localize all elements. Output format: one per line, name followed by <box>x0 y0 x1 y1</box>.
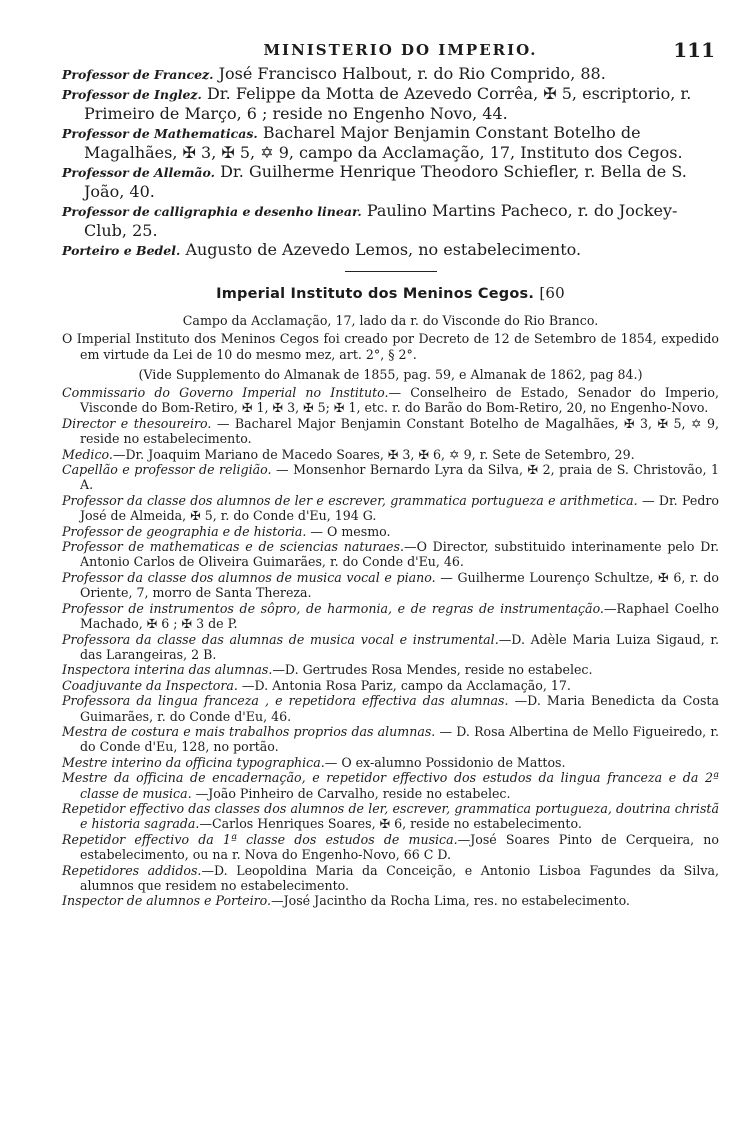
entry-text: —Raphael Coelho Machado, ✠ 6 ; ✠ 3 de P. <box>80 600 719 632</box>
entry-role: Professor da classe dos alumnos de musica vocal e piano. <box>62 569 436 585</box>
entry-text: —D. Maria Benedicta da Costa Guimarães, r. do Conde d'Eu, 46. <box>80 693 719 724</box>
entry-role: Inspector de alumnos e Porteiro. <box>62 893 271 909</box>
entry-text: — D. Rosa Albertina de Mello Figueiredo, r. do Conde d'Eu, 128, no portão. <box>80 723 719 755</box>
entry-text: Paulino Martins Pacheco, r. do Jockey-Club, 25. <box>84 201 678 240</box>
entry-text: —D. Antonia Rosa Pariz, campo da Acclamação, 17. <box>237 677 571 693</box>
staff-entry <box>62 416 719 447</box>
entry-text: — O ex-alumno Possidonio de Mattos. <box>324 754 566 770</box>
page-header <box>62 38 719 64</box>
institute-section <box>62 284 719 909</box>
faculty-entry <box>62 240 719 260</box>
entry-text: —José Jacintho da Rocha Lima, res. no estabelecimento. <box>271 893 630 909</box>
entry-text: —D. Adèle Maria Luiza Sigaud, r. das Larangeiras, 2 B. <box>80 631 719 662</box>
section-title-text: Imperial Instituto dos Meninos Cegos. <box>216 286 535 302</box>
entry-text: —João Pinheiro de Carvalho, reside no estabelec. <box>191 785 511 801</box>
entry-text: —José Soares Pinto de Cerqueira, no estabelecimento, ou na r. Nova do Engenho-Novo, 66 C D. <box>80 831 719 863</box>
entry-role: Professor de Francez. <box>62 67 214 82</box>
staff-entry <box>62 385 719 416</box>
faculty-entry <box>62 201 719 240</box>
reference-note: (Vide Supplemento do Almanak de 1855, pag. 59, e Almanak de 1862, pag 84.) <box>138 367 643 382</box>
entry-role: Professor de geographia e de historia. <box>62 523 307 539</box>
entry-role: Repetidores addidos. <box>62 862 202 878</box>
staff-entry <box>62 678 719 693</box>
entry-text: Bacharel Major Benjamin Constant Botelho de Magalhães, ✠ 3, ✠ 5, ✡ 9, campo da Acclamação, 17, Instituto dos Cegos. <box>84 123 683 162</box>
entry-text: —D. Gertrudes Rosa Mendes, reside no estabelec. <box>272 662 593 678</box>
faculty-entry <box>62 162 719 201</box>
staff-entry <box>62 770 719 801</box>
entry-text: — Guilherme Lourenço Schultze, ✠ 6, r. do Oriente, 7, morro de Santa Thereza. <box>80 569 719 601</box>
entry-text: Dr. Guilherme Henrique Theodoro Schiefler, r. Bella de S. João, 40. <box>84 162 687 201</box>
staff-entry <box>62 524 719 539</box>
entry-text: —Dr. Joaquim Mariano de Macedo Soares, ✠ 3, ✠ 6, ✡ 9, r. Sete de Setembro, 29. <box>112 446 635 462</box>
entry-role: Professor de Mathematicas. <box>62 126 258 141</box>
running-title: MINISTERIO DO IMPERIO. <box>263 41 538 59</box>
entry-role: Professor de instrumentos de sôpro, de harmonia, e de regras de instrumentação. <box>62 600 604 616</box>
entry-text: — Dr. Pedro José de Almeida, ✠ 5, r. do Conde d'Eu, 194 G. <box>80 492 719 524</box>
entry-role: Mestre da officina de encadernação, e repetidor effectivo dos estudos da lingua franceza e da 2ª classe de musica. <box>62 770 719 801</box>
entry-role: Professor de Inglez. <box>62 87 202 102</box>
entry-text: José Francisco Halbout, r. do Rio Comprido, 88. <box>213 64 606 83</box>
staff-entry <box>62 632 719 663</box>
institute-intro: O Imperial Instituto dos Meninos Cegos foi creado por Decreto de 12 de Setembro de 1854, expedido em virtude da Lei de 10 do mesmo mez, art. 2°, § 2°. <box>62 331 719 362</box>
entry-text: — Bacharel Major Benjamin Constant Botelho de Magalhães, ✠ 3, ✠ 5, ✡ 9, reside no estabelecimento. <box>80 415 719 447</box>
institute-address: Campo da Acclamação, 17, lado da r. do Visconde do Rio Branco. <box>182 313 599 328</box>
staff-entry <box>62 447 719 462</box>
entry-role: Medico. <box>62 446 113 462</box>
faculty-list <box>62 64 719 260</box>
staff-entry <box>62 662 719 677</box>
page-number: 111 <box>673 38 715 62</box>
entry-role: Inspectora interina das alumnas. <box>62 662 273 678</box>
entry-role: Capellão e professor de religião. <box>62 462 272 478</box>
section-divider <box>345 271 437 272</box>
entry-role: Professor de mathematicas e de sciencias naturaes. <box>62 539 404 555</box>
faculty-entry <box>62 64 719 84</box>
entry-role: Commissario do Governo Imperial no Instituto. <box>62 385 389 400</box>
entry-text: —O Director, substituido interinamente pelo Dr. Antonio Carlos de Oliveira Guimarães, r. do Conde d'Eu, 46. <box>80 539 719 570</box>
entry-role: Director e thesoureiro. <box>62 415 212 431</box>
entry-role: Professora da classe das alumnas de musica vocal e instrumental. <box>62 631 499 647</box>
entry-role: Porteiro e Bedel. <box>62 243 181 258</box>
faculty-entry <box>62 84 719 123</box>
staff-entry <box>62 832 719 863</box>
staff-entry <box>62 755 719 770</box>
staff-entry <box>62 462 719 493</box>
entry-text: Dr. Felippe da Motta de Azevedo Corrêa, ✠ 5, escriptorio, r. Primeiro de Março, 6 ; reside no Engenho Novo, 44. <box>84 84 692 123</box>
entry-role: Repetidor effectivo das classes dos alumnos de ler, escrever, grammatica portugueza, doutrina christã e historia sagrada. <box>62 800 719 832</box>
section-number: [60 <box>539 284 565 302</box>
staff-entry <box>62 893 719 908</box>
entry-text: Augusto de Azevedo Lemos, no estabelecimento. <box>180 240 582 259</box>
staff-entry <box>62 601 719 632</box>
entry-role: Professora da lingua franceza , e repetidora effectiva das alumnas. <box>62 693 509 709</box>
entry-text: —Carlos Henriques Soares, ✠ 6, reside no estabelecimento. <box>199 816 582 832</box>
entry-role: Repetidor effectivo da 1ª classe dos estudos de musica. <box>62 831 458 847</box>
entry-text: — O mesmo. <box>306 523 391 539</box>
entry-role: Professor da classe dos alumnos de ler e escrever, grammatica portugueza e arithmetica. <box>62 492 638 508</box>
staff-entry <box>62 570 719 601</box>
entry-role: Mestre interino da officina typographica. <box>62 754 325 770</box>
entry-role: Professor de Allemão. <box>62 165 215 180</box>
entry-role: Mestra de costura e mais trabalhos proprios das alumnas. <box>62 723 436 739</box>
staff-entry <box>62 724 719 755</box>
entry-text: — Conselheiro de Estado, Senador do Imperio, Visconde do Bom-Retiro, ✠ 1, ✠ 3, ✠ 5; ✠ 1, etc. r. do Barão do Bom-Retiro, 20, no Engenho-Novo. <box>80 385 719 416</box>
entry-role: Professor de calligraphia e desenho linear. <box>62 204 362 219</box>
staff-entry <box>62 539 719 570</box>
staff-entry <box>62 863 719 894</box>
faculty-entry <box>62 123 719 162</box>
entry-text: —D. Leopoldina Maria da Conceição, e Antonio Lisboa Fagundes da Silva, alumnos que residem no estabelecimento. <box>80 862 719 893</box>
section-title <box>62 284 719 302</box>
staff-entry <box>62 801 719 832</box>
staff-entry <box>62 493 719 524</box>
entry-text: — Monsenhor Bernardo Lyra da Silva, ✠ 2, praia de S. Christovão, 1 A. <box>80 462 719 493</box>
entry-role: Coadjuvante da Inspectora. <box>62 677 238 693</box>
staff-entry <box>62 693 719 724</box>
